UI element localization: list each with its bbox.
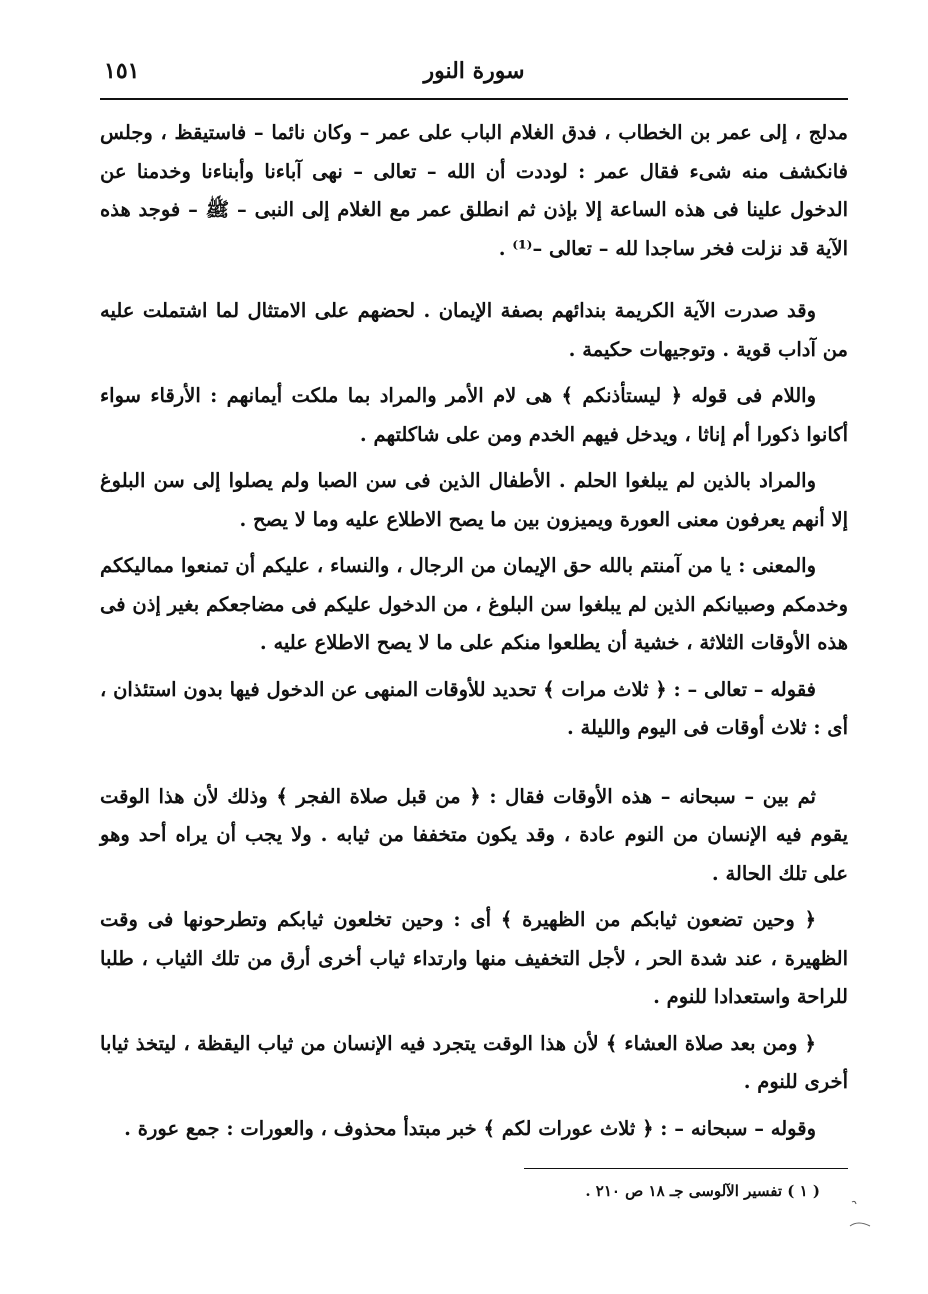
paragraph-2: وقد صدرت الآية الكريمة بندائهم بصفة الإيمان . لحضهم على الامتثال لما اشتملت عليه من آداب قوية . وتوجيهات حكيمة . (100, 299, 848, 361)
paragraph-3: واللام فى قوله ﴿ ليستأذنكم ﴾ هى لام الأمر والمراد بما ملكت أيمانهم : الأرقاء سواء أكانوا ذكورا أم إناثا ، ويدخل فيهم الخدم ومن على شاكلتهم . (100, 384, 848, 446)
footnote-rule (524, 1168, 848, 1169)
paragraph-6: فقوله – تعالى – : ﴿ ثلاث مرات ﴾ تحديد للأوقات المنهى عن الدخول فيها بدون استئذان ، أى : ثلاث أوقات فى اليوم والليلة . (100, 677, 848, 739)
paragraph-7: ثم بين – سبحانه – هذه الأوقات فقال : ﴿ من قبل صلاة الفجر ﴾ وذلك لأن هذا الوقت يقوم فيه الإنسان من النوم عادة ، وقد يكون متخففا من ثيابه . ولا يجب أن يراه أحد وهو على تلك الحالة . (100, 784, 848, 885)
paragraph-4: والمراد بالذين لم يبلغوا الحلم . الأطفال الذين فى سن الصبا ولم يصلوا إلى سن البلوغ إلا أنهم يعرفون معنى العورة ويميزون بين ما يصح الاطلاع عليه وما لا يصح . (100, 469, 848, 531)
page-body (100, 114, 848, 1148)
paragraph-9: ﴿ ومن بعد صلاة العشاء ﴾ لأن هذا الوقت يتجرد فيه الإنسان من ثياب اليقظة ، ليتخذ ثيابا أخرى للنوم . (100, 1031, 848, 1093)
page-number: ١٥١ (104, 58, 140, 84)
ink-smudge-mark (848, 1196, 876, 1236)
header-rule (100, 98, 848, 100)
paragraph-5: والمعنى : يا من آمنتم بالله حق الإيمان من الرجال ، والنساء ، عليكم أن تمنعوا مماليككم وخدمكم وصبيانكم الذين لم يبلغوا سن البلوغ ، من الدخول عليكم فى مضاجعكم بغير إذن فى هذه الأوقات الثلاثة ، خشية أن يطلعوا منكم على ما لا يصح الاطلاع عليه . (100, 554, 848, 654)
paragraph-8: ﴿ وحين تضعون ثيابكم من الظهيرة ﴾ أى : وحين تخلعون ثيابكم وتطرحونها فى وقت الظهيرة ، عند شدة الحر ، لأجل التخفيف منها وارتداء ثياب أخرى أرق من تلك الثياب ، طلبا للراحة واستعدادا للنوم . (100, 908, 848, 1008)
paragraph-10: وقوله – سبحانه – : ﴿ ثلاث عورات لكم ﴾ خبر مبتدأ محذوف ، والعورات : جمع عورة . (124, 1116, 816, 1140)
footnote: ( ١ ) تفسير الآلوسى جـ ١٨ ص ٢١٠ . (585, 1182, 820, 1200)
paragraph-1: مدلج ، إلى عمر بن الخطاب ، فدق الغلام الباب على عمر – وكان نائما – فاستيقظ ، وجلس فانكشف منه شىء فقال عمر : لوددت أن الله – تعالى – نهى آباءنا وأبناءنا وخدمنا عن الدخول علينا فى هذه الساعة إلا بإذن ثم انطلق عمر مع الغلام إلى النبى – ﷺ – فوجد هذه الآية قد نزلت فخر ساجدا لله – تعالى –⁽¹⁾ . (100, 121, 848, 260)
page-header (100, 58, 848, 94)
surah-title: سورة النور (423, 58, 525, 84)
